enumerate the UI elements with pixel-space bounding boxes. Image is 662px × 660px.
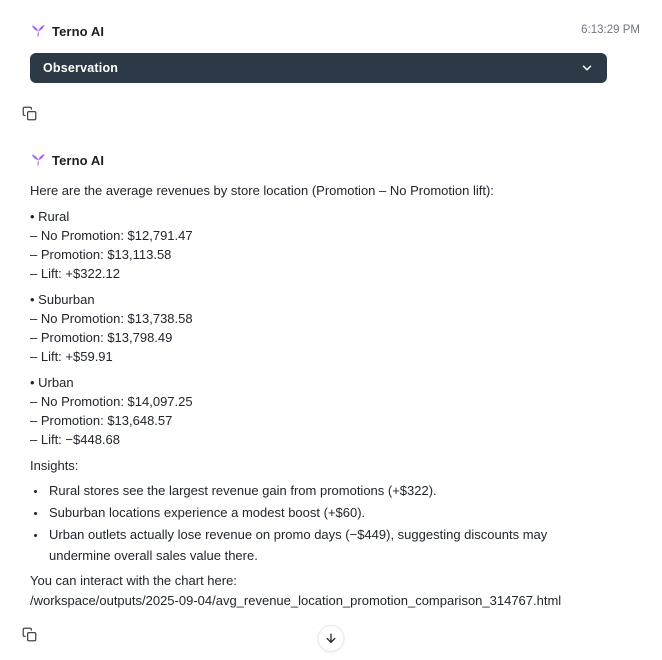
insight-item: • Suburban locations experience a modest boost (+$60). xyxy=(47,502,607,523)
location-no-promotion: – No Promotion: $12,791.47 xyxy=(30,228,193,243)
location-lift: – Lift: +$322.12 xyxy=(30,266,120,281)
chart-note: You can interact with the chart here: xyxy=(30,573,237,588)
location-promotion: – Promotion: $13,648.57 xyxy=(30,413,173,428)
location-name: • Suburban xyxy=(30,292,95,307)
location-name: • Rural xyxy=(30,209,70,224)
message-intro: Here are the average revenues by store location (Promotion – No Promotion lift): xyxy=(30,183,494,198)
copy-button[interactable] xyxy=(22,106,37,124)
terno-logo-icon xyxy=(30,23,46,39)
copy-icon xyxy=(22,627,37,645)
location-group-rural xyxy=(30,207,632,283)
app-name: Terno AI xyxy=(52,23,105,39)
location-promotion: – Promotion: $13,798.49 xyxy=(30,330,173,345)
location-no-promotion: – No Promotion: $14,097.25 xyxy=(30,394,193,409)
insights-heading: Insights: xyxy=(30,458,79,473)
insight-item: • Rural stores see the largest revenue gain from promotions (+$322). xyxy=(47,480,607,501)
location-name: • Urban xyxy=(30,375,74,390)
location-promotion: – Promotion: $13,113.58 xyxy=(30,247,172,262)
chart-file-path: /workspace/outputs/2025-09-04/avg_revenue_location_promotion_comparison_314767.html xyxy=(30,593,562,608)
insight-item: • Urban outlets actually lose revenue on promo days (−$449), suggesting discounts may undermine overall sales value there. xyxy=(47,524,607,566)
message-footer xyxy=(30,625,632,655)
message-header xyxy=(30,22,632,40)
copy-icon xyxy=(22,106,37,124)
message-header xyxy=(30,151,632,169)
terno-logo-icon xyxy=(30,152,46,168)
chart-link-block xyxy=(30,571,632,611)
location-lift: – Lift: −$448.68 xyxy=(30,432,120,447)
insights-list xyxy=(30,480,632,566)
sender-name: Terno AI xyxy=(52,152,105,168)
location-lift: – Lift: +$59.91 xyxy=(30,349,113,364)
message-timestamp: 6:13:29 PM xyxy=(581,24,640,36)
observation-actions xyxy=(22,106,632,122)
copy-button[interactable] xyxy=(22,627,37,645)
location-no-promotion: – No Promotion: $13,738.58 xyxy=(30,311,193,326)
observation-collapse-bar[interactable] xyxy=(30,53,607,83)
chevron-down-icon xyxy=(580,61,594,75)
arrow-down-icon xyxy=(325,632,338,645)
location-group-suburban xyxy=(30,290,632,366)
scroll-to-bottom-button[interactable] xyxy=(318,625,345,652)
location-group-urban xyxy=(30,373,632,449)
observation-label: Observation xyxy=(43,61,119,75)
